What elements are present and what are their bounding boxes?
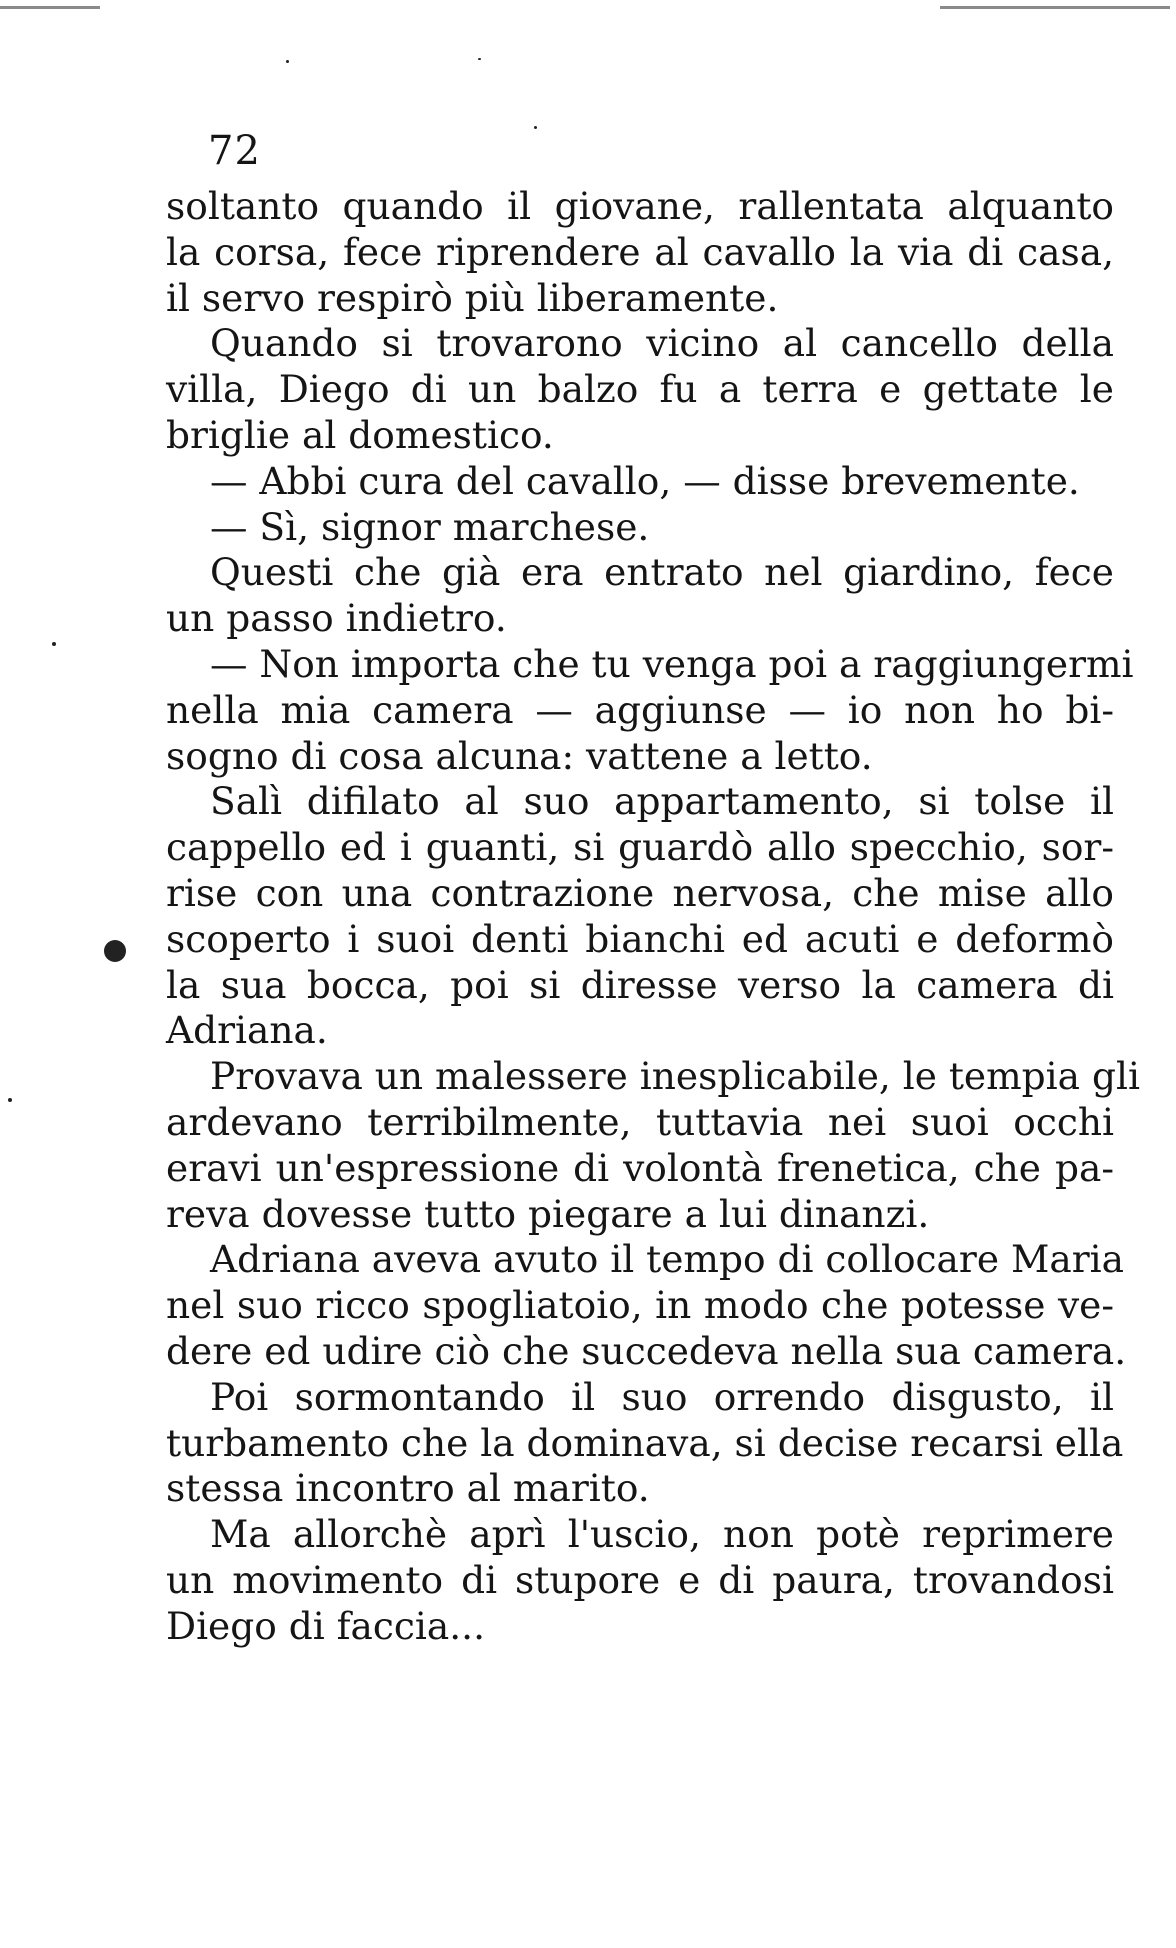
text-line: Adriana. [166,1008,328,1053]
paragraph [166,321,1114,458]
text-line: reva dovesse tutto piegare a lui dinanzi. [166,1191,930,1236]
paragraph [166,1054,1140,1237]
text-line: rise con una contrazione nervosa, che mise allo [166,870,1114,915]
page-body [166,184,1140,1650]
page-number: 72 [208,128,261,174]
text-line: la sua bocca, poi si diresse verso la camera di [166,962,1114,1007]
speck [52,642,56,646]
text-line: Provava un malessere inesplicabile, le tempia gli [210,1054,1140,1099]
text-line: nel suo ricco spogliatoio, in modo che potesse ve- [166,1283,1114,1328]
speck [478,58,481,60]
paragraph [166,779,1114,1054]
paragraph [166,1374,1124,1512]
paragraph [166,459,1114,505]
text-line: Questi che già era entrato nel giardino, fece [210,550,1114,595]
text-line: un passo indietro. [166,596,507,641]
text-line: sogno di cosa alcuna: vattene a letto. [166,733,873,778]
text-line: dere ed udire ciò che succedeva nella sua camera. [166,1328,1127,1373]
text-line: cappello ed i guanti, si guardò allo specchio, sor- [166,825,1114,870]
text-line: un movimento di stupore e di paura, trovandosi [166,1557,1114,1602]
paragraph [166,184,1114,321]
text-line: Ma allorchè aprì l'uscio, non potè reprimere [210,1512,1114,1557]
speck [534,126,537,129]
paragraph [166,550,1114,642]
text-line: Poi sormontando il suo orrendo disgusto, il [210,1374,1114,1419]
speck [8,1098,12,1102]
text-line: — Sì, signor marchese. [210,504,650,549]
text-line: nella mia camera — aggiunse — io non ho bi- [166,687,1114,732]
text-line: stessa incontro al marito. [166,1466,650,1511]
paragraph [166,1237,1127,1374]
text-line: — Non importa che tu venga poi a raggiungermi [210,641,1134,686]
paragraph [166,1512,1114,1649]
paragraph [166,641,1134,779]
text-line: Quando si trovarono vicino al cancello della [210,321,1114,366]
scan-edge-mark-right [940,6,1170,9]
text-line: briglie al domestico. [166,412,554,457]
text-line: ardevano terribilmente, tuttavia nei suoi occhi [166,1099,1114,1144]
text-line: la corsa, fece riprendere al cavallo la via di casa, [166,229,1114,274]
scan-edge-mark-left [0,6,100,9]
text-line: scoperto i suoi denti bianchi ed acuti e deformò [166,916,1114,961]
ink-blot [104,940,126,962]
text-line: eravi un'espressione di volontà frenetica, che pa- [166,1145,1114,1190]
text-line: il servo respirò più liberamente. [166,275,779,320]
text-line: soltanto quando il giovane, rallentata alquanto [166,184,1114,228]
text-line: turbamento che la dominava, si decise recarsi ella [166,1420,1124,1465]
text-line: Salì difilato al suo appartamento, si tolse il [210,779,1114,824]
paragraph [166,505,1114,551]
text-line: Diego di faccia... [166,1603,486,1648]
speck [286,60,289,63]
text-line: — Abbi cura del cavallo, — disse brevemente. [210,458,1080,503]
text-line: Adriana aveva avuto il tempo di collocare Maria [210,1237,1124,1282]
text-line: villa, Diego di un balzo fu a terra e gettate le [166,367,1114,412]
